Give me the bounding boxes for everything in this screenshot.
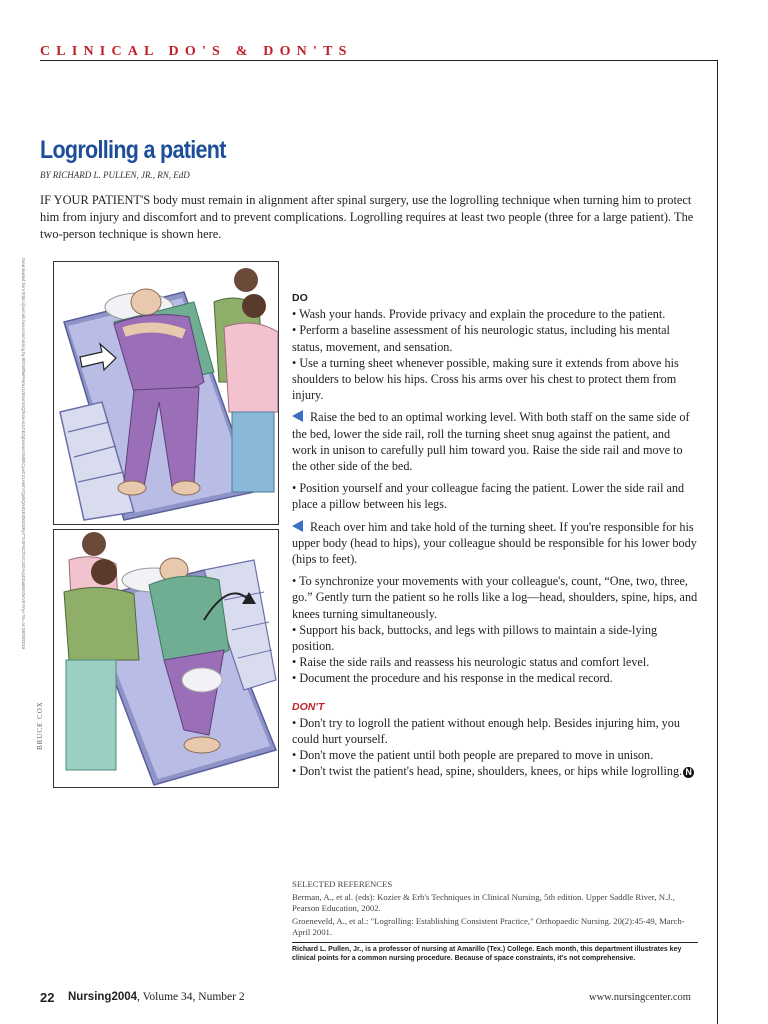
illustration-pull-patient-drawing xyxy=(54,262,278,524)
do-bullet: • Document the procedure and his response in the medical record. xyxy=(292,671,613,686)
procedure-content xyxy=(292,290,698,780)
dont-bullet xyxy=(292,763,698,779)
references-heading: SELECTED REFERENCES xyxy=(292,879,393,889)
references xyxy=(292,879,698,940)
bio-divider xyxy=(292,942,698,943)
section-header: CLINICAL DO'S & DON'TS xyxy=(40,44,353,59)
step-pointer-icon xyxy=(292,410,303,422)
download-credit-text: Downloaded from https://journals.lww.com/nursing by BhDMf5ePHKav1zEoum1tQfN4a+kJLhEZgbsIHo4XMi0hCywCX1AWnYQp/IlQrHD3i3D0OdRyi7TvSFl4Cf3VC4/OAVpDDa8KKGKV0Ymy+78= on 08/28/2019 xyxy=(21,258,26,650)
byline: BY RICHARD L. PULLEN, JR., RN, EdD xyxy=(40,170,190,180)
step-2 xyxy=(292,519,698,568)
page-number: 22 xyxy=(40,990,55,1005)
end-mark-icon: N xyxy=(683,767,694,778)
do-bullet: • Perform a baseline assessment of his neurologic status, including his mental status, movement, and sensation. xyxy=(292,323,670,354)
illustration-artist-credit: BRUCE COX xyxy=(36,701,44,750)
do-bullet: • Use a turning sheet whenever possible, making sure it extends from above his shoulders to below his hips. Cross his arms over his chest to protect them from injury. xyxy=(292,355,679,403)
download-credit xyxy=(18,258,28,778)
illustration-pull-patient xyxy=(53,261,279,525)
step-1 xyxy=(292,409,698,474)
frame-top-rule xyxy=(40,60,718,61)
do-bullet: • Support his back, buttocks, and legs with pillows to maintain a side-lying position. xyxy=(292,622,658,654)
step-2-text: Reach over him and take hold of the turning sheet. If you're responsible for his upper body (head to hips), your colleague should be responsible for his lower body (hips to feet). xyxy=(292,519,697,567)
do-bullet: • To synchronize your movements with your colleague's, count, “One, two, three, go.” Gently turn the patient so he rolls like a log—head, shoulders, spine, hips, and knees turning simultaneously. xyxy=(292,574,698,621)
dont-bullet: • Don't move the patient until both people are prepared to move in unison. xyxy=(292,748,654,763)
do-bullet: • Raise the side rails and reassess his neurologic status and comfort level. xyxy=(292,655,650,670)
dont-heading: DON'T xyxy=(292,700,325,713)
magazine-volume: , Volume 34, Number 2 xyxy=(137,991,245,1003)
dont-bullet-text: • Don't twist the patient's head, spine, shoulders, knees, or hips while logrolling. xyxy=(292,764,683,779)
reference-item: Groeneveld, A., et al.: "Logrolling: Establishing Consistent Practice," Orthopaedic Nursing. 20(2):45-49, March-April 2001. xyxy=(292,916,685,937)
illustration-logroll-patient xyxy=(53,529,279,788)
article-title: Logrolling a patient xyxy=(40,136,226,164)
magazine-name: Nursing2004 xyxy=(68,991,138,1003)
intro-paragraph: IF YOUR PATIENT'S body must remain in alignment after spinal surgery, use the logrolling technique when turning him to protect him from injury and discomfort and to prevent complications. Logrolling requires at least two people (three for a large patient). The two-person technique is shown here. xyxy=(40,193,694,241)
do-bullet: • Position yourself and your colleague facing the patient. Lower the side rail and place a pillow between his legs. xyxy=(292,481,685,512)
illustration-logroll-patient-drawing xyxy=(54,530,278,787)
do-bullet: • Wash your hands. Provide privacy and explain the procedure to the patient. xyxy=(292,307,666,322)
reference-item: Berman, A., et al. (eds): Kozier & Erb's Techniques in Clinical Nursing, 5th edition. Upper Saddle River, N.J., Pearson Education, 2002. xyxy=(292,892,675,913)
step-pointer-icon xyxy=(292,520,303,532)
website-link[interactable]: www.nursingcenter.com xyxy=(589,992,691,1003)
frame-right-rule xyxy=(717,60,718,1024)
magazine-issue xyxy=(68,991,245,1003)
dont-bullet: • Don't try to logroll the patient without enough help. Besides injuring him, you could hurt yourself. xyxy=(292,715,680,747)
step-1-text: Raise the bed to an optimal working level. With both staff on the same side of the bed, lower the side rail, roll the turning sheet snug against the patient, and work in unison to carefully pull him toward you. Raise the side rail and move to the other side of the bed. xyxy=(292,410,690,474)
do-heading: DO xyxy=(292,292,308,304)
author-bio: Richard L. Pullen, Jr., is a professor of nursing at Amarillo (Tex.) College. Each month, this department illustrates key clinical points for a common nursing procedure. Because of space constraints, it's not comprehensive. xyxy=(292,946,682,962)
